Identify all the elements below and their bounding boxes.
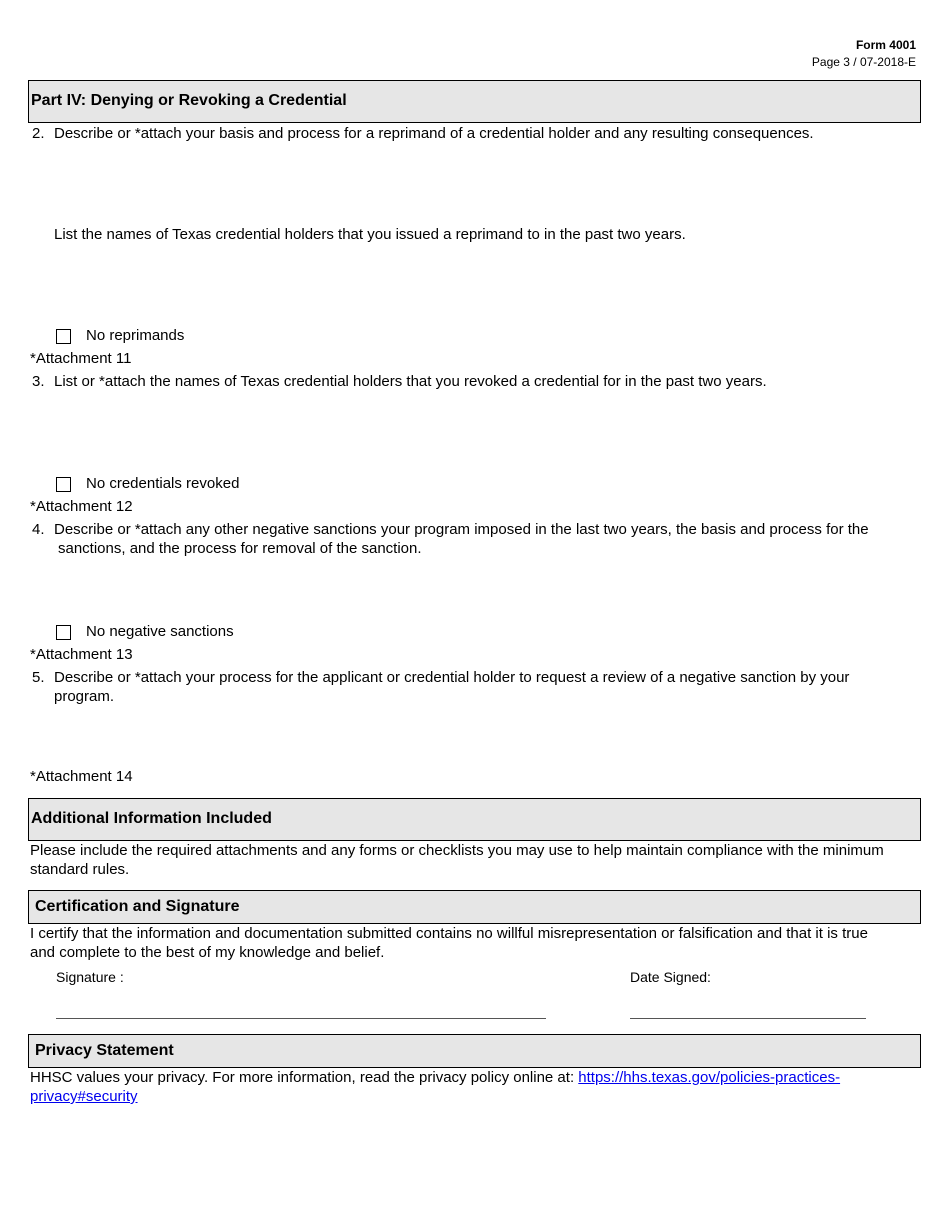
item4-number: 4. bbox=[32, 521, 45, 538]
attachment-11: *Attachment 11 bbox=[30, 350, 132, 367]
additional-info-title: Additional Information Included bbox=[31, 810, 272, 827]
privacy-header bbox=[28, 1034, 921, 1068]
date-signed-line[interactable] bbox=[630, 1018, 866, 1019]
no-negative-sanctions-checkbox[interactable] bbox=[56, 625, 71, 640]
privacy-text-block bbox=[30, 1068, 920, 1087]
item2-list-prompt: List the names of Texas credential holders that you issued a reprimand to in the past two years. bbox=[54, 226, 686, 243]
attachment-13: *Attachment 13 bbox=[30, 646, 133, 663]
privacy-policy-link-part1[interactable]: https://hhs.texas.gov/policies-practices- bbox=[578, 1069, 841, 1086]
no-reprimands-checkbox[interactable] bbox=[56, 329, 71, 344]
privacy-title: Privacy Statement bbox=[35, 1042, 174, 1059]
certification-header bbox=[28, 890, 921, 924]
item4-text-line2: sanctions, and the process for removal of the sanction. bbox=[58, 540, 422, 557]
privacy-text: HHSC values your privacy. For more information, read the privacy policy online at: bbox=[30, 1069, 579, 1086]
certification-text-line2: and complete to the best of my knowledge and belief. bbox=[30, 944, 385, 961]
item5-text-line1: Describe or *attach your process for the applicant or credential holder to request a review of a negative sanction by your bbox=[54, 669, 850, 686]
item3-text: List or *attach the names of Texas credential holders that you revoked a credential for in the past two years. bbox=[54, 373, 767, 390]
no-negative-sanctions-label: No negative sanctions bbox=[86, 623, 234, 640]
no-reprimands-label: No reprimands bbox=[86, 327, 185, 344]
item2-number: 2. bbox=[32, 125, 45, 142]
signature-label: Signature : bbox=[56, 969, 124, 985]
item3-number: 3. bbox=[32, 373, 45, 390]
certification-text-line1: I certify that the information and documentation submitted contains no willful misrepresentation or falsification and that it is true bbox=[30, 925, 868, 942]
page-info: Page 3 / 07-2018-E bbox=[811, 55, 916, 69]
additional-info-text-line2: standard rules. bbox=[30, 861, 130, 878]
item4-text-line1: Describe or *attach any other negative sanctions your program imposed in the last two years, the basis and process for the bbox=[54, 521, 869, 538]
attachment-14: *Attachment 14 bbox=[30, 768, 133, 785]
part4-header bbox=[28, 80, 921, 123]
additional-info-text-line1: Please include the required attachments and any forms or checklists you may use to help maintain compliance with the minimum bbox=[30, 842, 884, 859]
signature-line[interactable] bbox=[56, 1018, 546, 1019]
attachment-12: *Attachment 12 bbox=[30, 498, 133, 515]
no-credentials-revoked-label: No credentials revoked bbox=[86, 475, 240, 492]
item5-number: 5. bbox=[32, 669, 45, 686]
form-number: Form 4001 bbox=[855, 38, 916, 52]
privacy-policy-link-part2[interactable]: privacy#security bbox=[30, 1088, 138, 1105]
no-credentials-revoked-checkbox[interactable] bbox=[56, 477, 71, 492]
part4-title: Part IV: Denying or Revoking a Credential bbox=[31, 92, 347, 109]
item2-text: Describe or *attach your basis and process for a reprimand of a credential holder and any resulting consequences. bbox=[54, 125, 814, 142]
additional-info-header bbox=[28, 798, 921, 841]
item5-text-line2: program. bbox=[54, 688, 115, 705]
certification-title: Certification and Signature bbox=[35, 898, 240, 915]
date-signed-label: Date Signed: bbox=[630, 969, 711, 985]
